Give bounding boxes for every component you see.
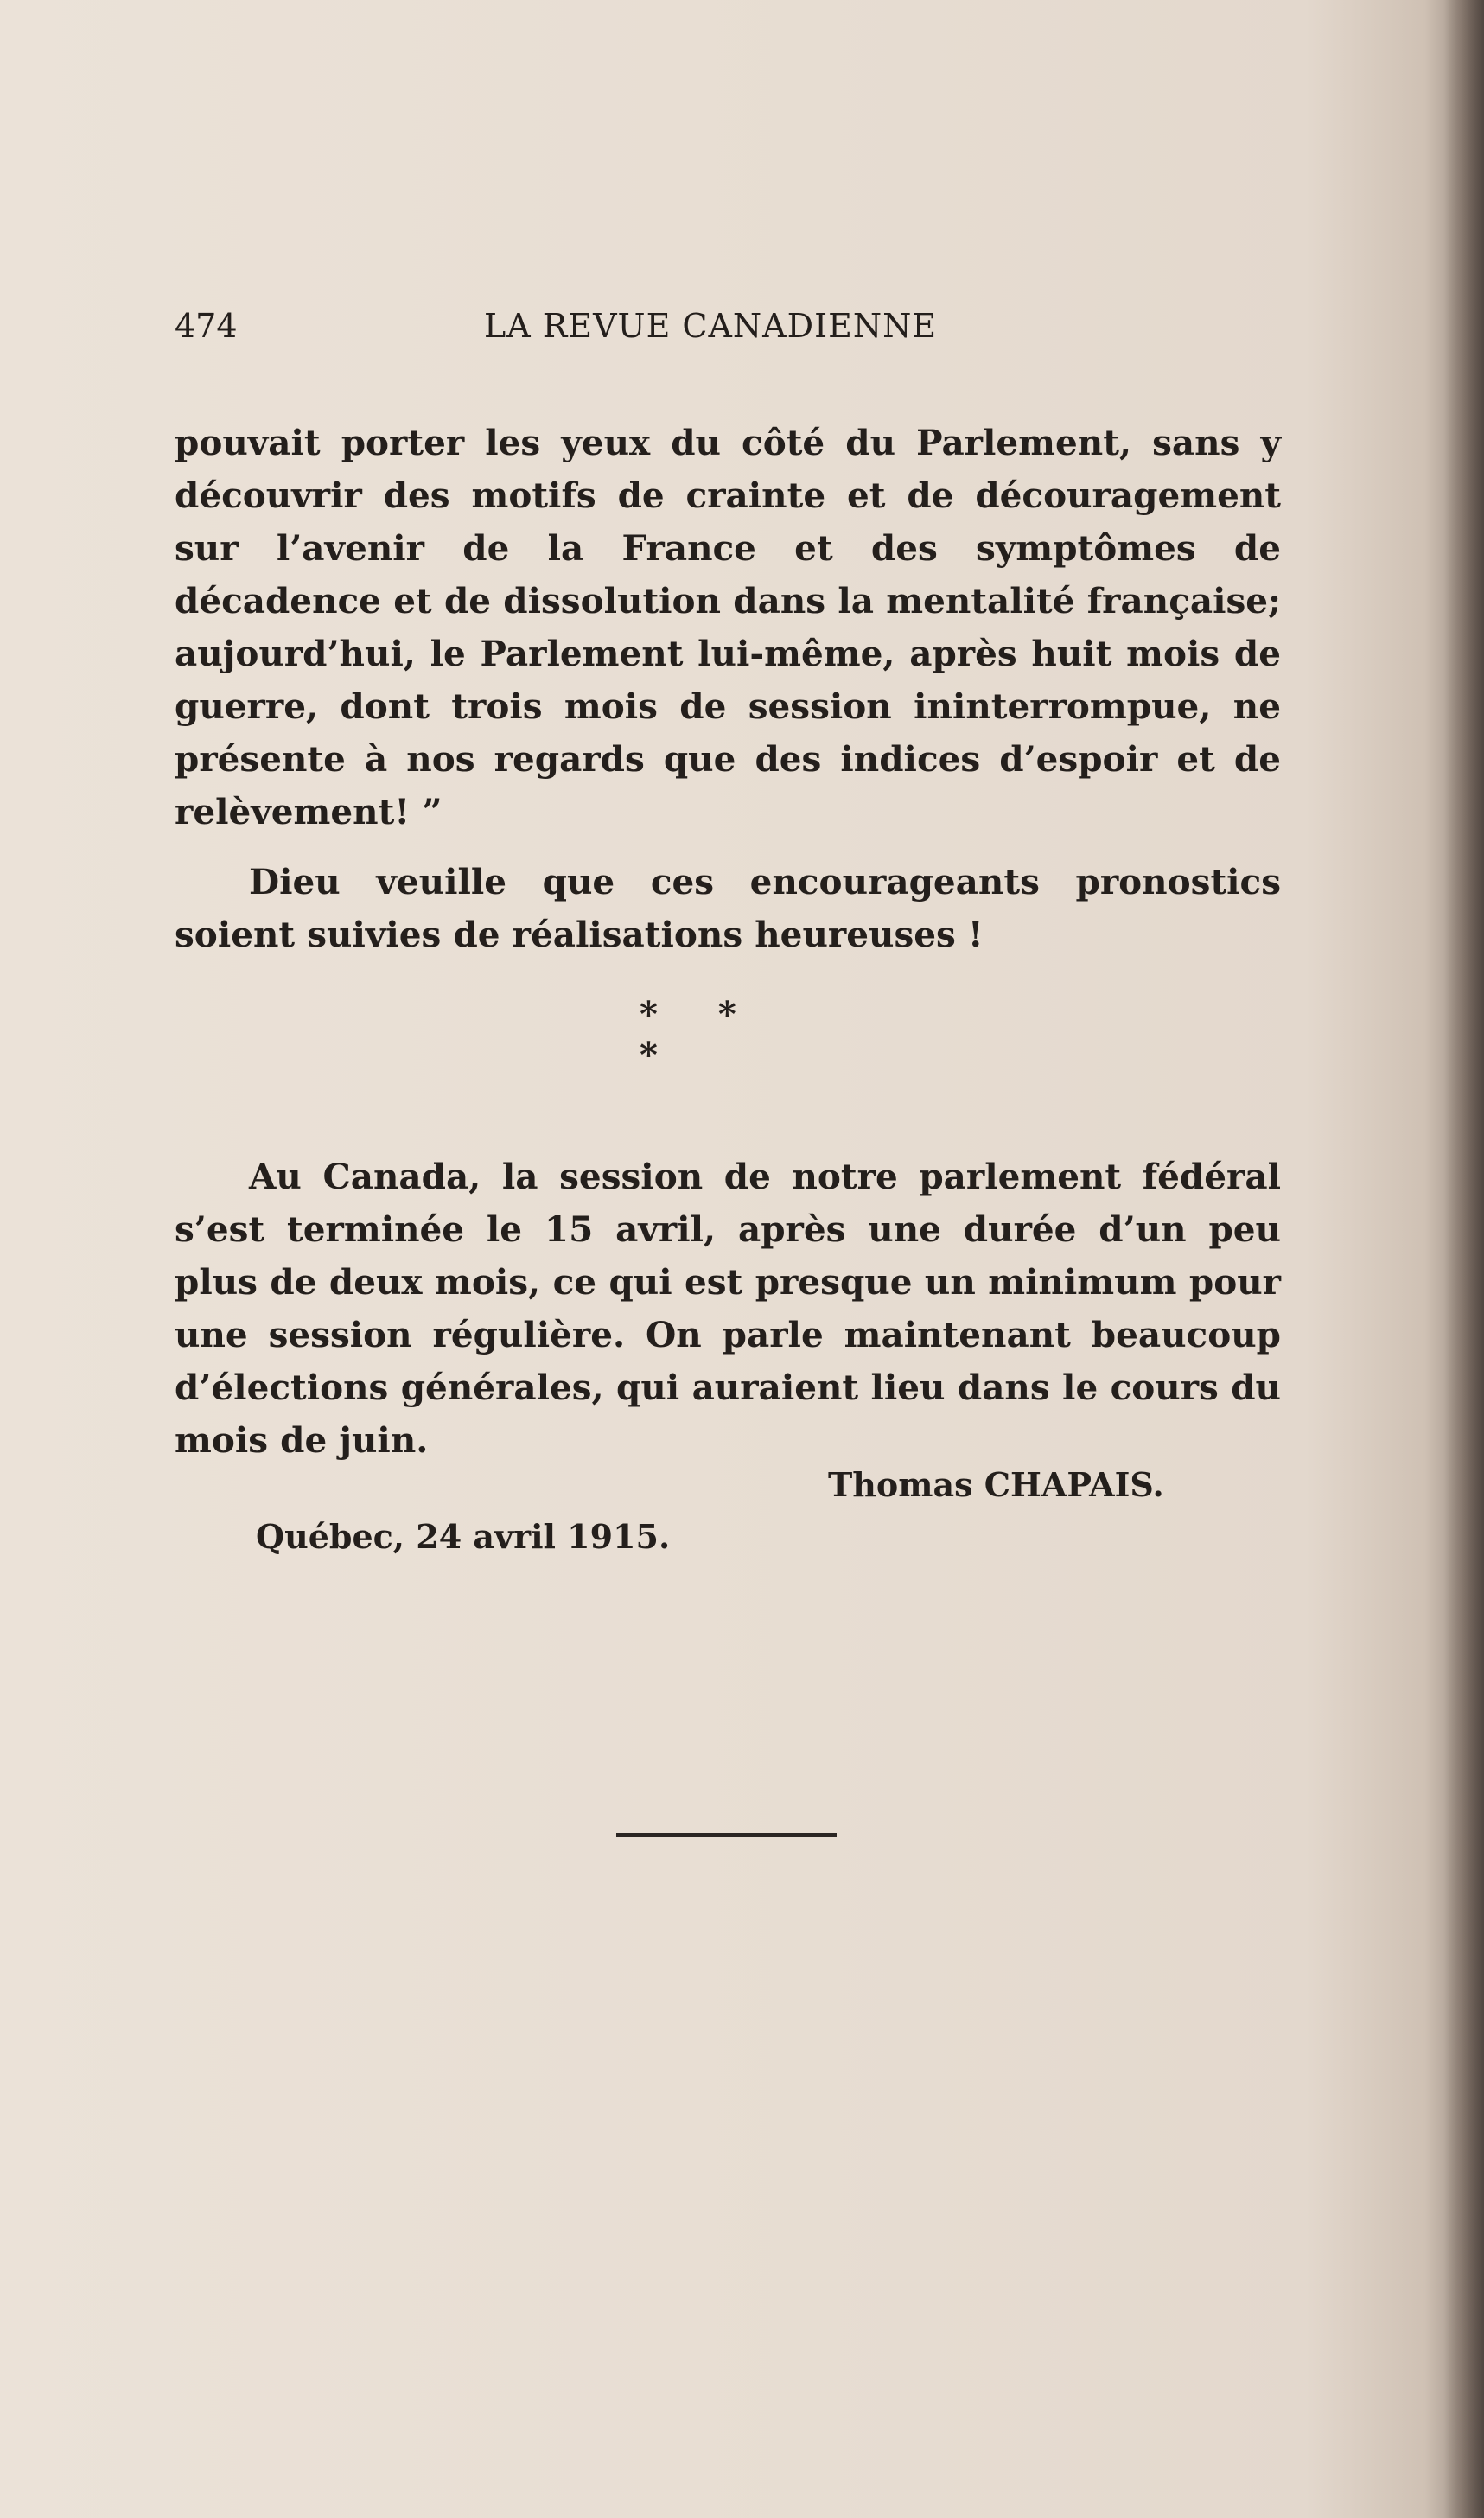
place-and-date: Québec, 24 avril 1915.	[256, 1517, 671, 1556]
running-title: LA REVUE CANADIENNE	[484, 307, 938, 345]
section-separator: * * *	[640, 994, 761, 1075]
page-number: 474	[175, 307, 238, 345]
page-gutter-shadow	[1444, 0, 1484, 2518]
paragraph-canada: Au Canada, la session de notre parlement fédéral s’est terminée le 15 avril, après une durée d’un peu plus de deux mois, ce qui est presque un minimum pour une session régulière. On parle maintenant beaucoup d’élections générales, qui auraient lieu dans le cours du mois de juin.	[175, 1156, 1281, 1461]
paragraph-wish: Dieu veuille que ces encourageants pronostics soient suivies de réalisations heureuses !	[175, 861, 1281, 955]
end-rule	[616, 1833, 837, 1837]
article-body-top	[175, 417, 1281, 961]
page-header	[175, 304, 1298, 347]
paragraph-quote-end: pouvait porter les yeux du côté du Parlement, sans y découvrir des motifs de crainte et de découragement sur l’avenir de la France et des symptômes de décadence et de dissolution dans la mentalité française; aujourd’hui, le Parlement lui-même, après huit mois de guerre, dont trois mois de session ininterrompue, ne présente à nos regards que des indices d’espoir et de relèvement! ”	[175, 422, 1281, 832]
author-signature: Thomas CHAPAIS.	[828, 1465, 1164, 1504]
article-body-canada	[175, 1151, 1281, 1467]
